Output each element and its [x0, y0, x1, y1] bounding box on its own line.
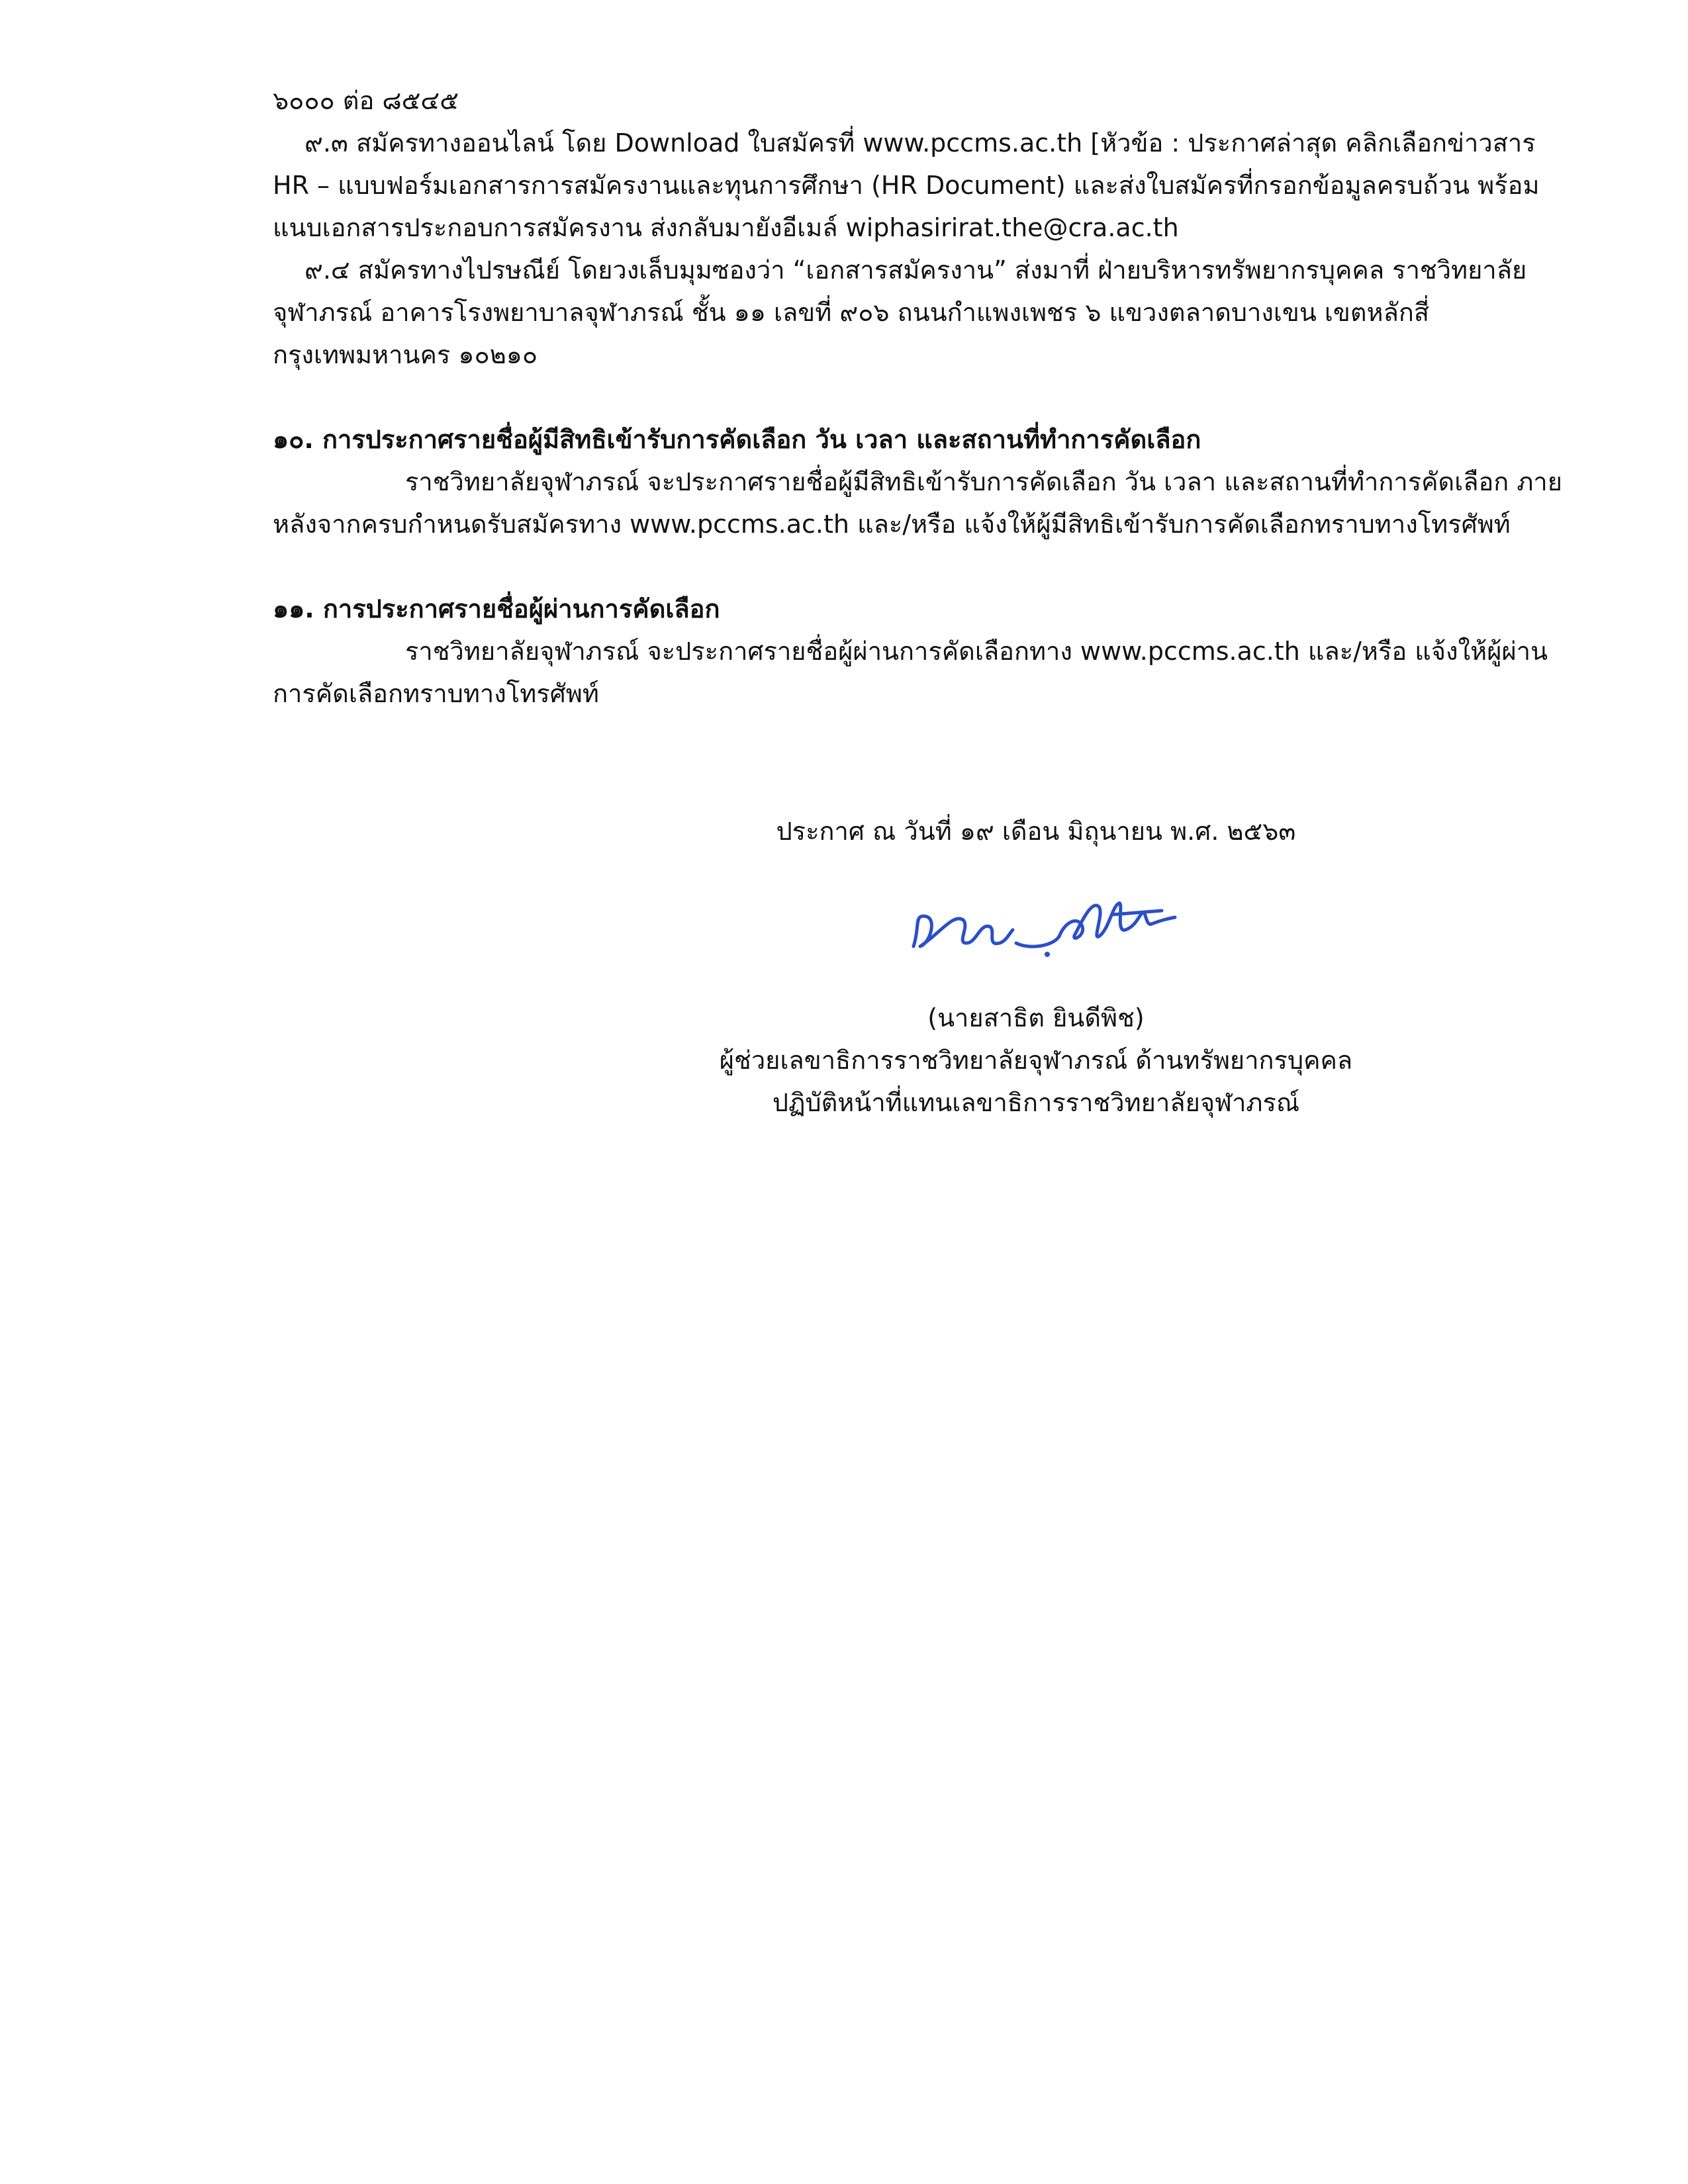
item-9-4-line-1: ๙.๔ สมัครทางไปรษณีย์ โดยวงเล็บมุมซองว่า “เอกสารสมัครงาน” ส่งมาที่ ฝ่ายบริหารทรัพยากรบุคคล ราชวิทยาลัย [305, 255, 1527, 285]
item-9-3-line-2: HR – แบบฟอร์มเอกสารการสมัครงานและทุนการศึกษา (HR Document) และส่งใบสมัครที่กรอกข้อมูลครบถ้วน พร้อม [273, 171, 1540, 200]
item-9-3-line-1: ๙.๓ สมัครทางออนไลน์ โดย Download ใบสมัครที่ www.pccms.ac.th [หัวข้อ : ประกาศล่าสุด คลิกเลือกข่าวสาร [305, 128, 1536, 158]
announcement-date-line: ประกาศ ณ วันที่ ๑๙ เดือน มิถุนายน พ.ศ. ๒๕๖๓ [776, 817, 1296, 846]
section-10-body-line-1: ราชวิทยาลัยจุฬาภรณ์ จะประกาศรายชื่อผู้มีสิทธิเข้ารับการคัดเลือก วัน เวลา และสถานที่ทำการคัดเลือก ภาย [405, 467, 1563, 496]
item-9-4-line-2: จุฬาภรณ์ อาคารโรงพยาบาลจุฬาภรณ์ ชั้น ๑๑ เลขที่ ๙๐๖ ถนนกำแพงเพชร ๖ แขวงตลาดบางเขน เขตหลักสี่ [273, 298, 1430, 327]
signatory-block [662, 997, 1410, 1124]
section-spacer [273, 376, 1477, 418]
continued-phone-line: ๖๐๐๐ ต่อ ๘๕๔๕ [273, 86, 459, 115]
announcement-date [662, 810, 1410, 852]
signatory-title-2: ปฏิบัติหน้าที่แทนเลขาธิการราชวิทยาลัยจุฬาภรณ์ [772, 1088, 1300, 1117]
section-11-body-line-1: ราชวิทยาลัยจุฬาภรณ์ จะประกาศรายชื่อผู้ผ่านการคัดเลือกทาง www.pccms.ac.th และ/หรือ แจ้งให้ผู้ผ่าน [405, 637, 1548, 666]
signatory-title-1: ผู้ช่วยเลขาธิการราชวิทยาลัยจุฬาภรณ์ ด้านทรัพยากรบุคคล [719, 1046, 1353, 1075]
section-10-body-line-2: หลังจากครบกำหนดรับสมัครทาง www.pccms.ac.th และ/หรือ แจ้งให้ผู้มีสิทธิเข้ารับการคัดเลือกทราบทางโทรศัพท์ [273, 510, 1511, 539]
section-spacer [273, 545, 1477, 588]
item-9-4-line-3: กรุงเทพมหานคร ๑๐๒๑๐ [273, 340, 538, 369]
signatory-name: (นายสาธิต ยินดีพิช) [927, 1003, 1145, 1032]
section-11-body-line-2: การคัดเลือกทราบทางโทรศัพท์ [273, 679, 599, 708]
document-body [273, 79, 1563, 715]
item-9-3-line-3: แนบเอกสารประกอบการสมัครงาน ส่งกลับมายังอีเมล์ wiphasirirat.the@cra.ac.th [273, 213, 1179, 242]
section-10-heading: ๑๐. การประกาศรายชื่อผู้มีสิทธิเข้ารับการคัดเลือก วัน เวลา และสถานที่ทำการคัดเลือก [273, 425, 1201, 454]
handwritten-signature [900, 880, 1178, 979]
section-11-heading: ๑๑. การประกาศรายชื่อผู้ผ่านการคัดเลือก [273, 594, 720, 623]
